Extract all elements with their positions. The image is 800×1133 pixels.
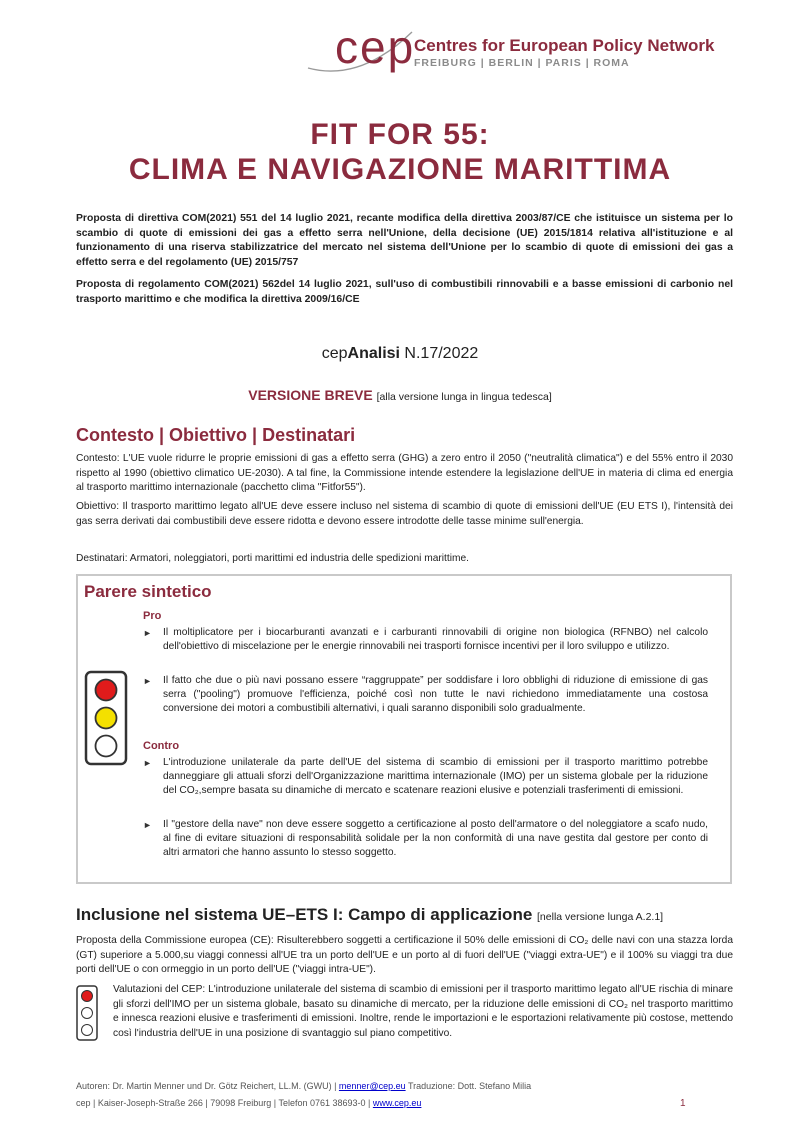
title-line-1: FIT FOR 55: bbox=[310, 118, 490, 151]
versione-label: VERSIONE BREVE bbox=[248, 387, 373, 403]
cep-logo: cep bbox=[335, 21, 416, 73]
org-name: Centres for European Policy Network bbox=[414, 36, 715, 55]
author-email-link[interactable]: menner@cep.eu bbox=[338, 1081, 406, 1091]
pro-label: Pro bbox=[143, 610, 162, 622]
contro-item: ► L'introduzione unilaterale da parte dell'UE del sistema di scambio di emissioni per il trasporto marittimo potrebbe danneggiare gli attuali sforzi dell'Organizzazione marittima internazionale (IMO) per un sistema globale per la riduzione del CO₂,sempre basata su dinamiche di mercato e scatenare reazioni elusive e potenziali trasferimenti di emissioni. bbox=[143, 757, 708, 797]
versione-breve bbox=[0, 387, 800, 403]
contesto-heading: Contesto | Obiettivo | Destinatari bbox=[76, 425, 356, 445]
pro-item: ► Il moltiplicatore per i biocarburanti avanzati e i carburanti rinnovabili di origine non biologica (RFNBO) nel calcolo dell'obiettivo di miscelazione per le energie rinnovabili nei trasporti fornisce incentivi per il loro sviluppo e utilizzo. bbox=[143, 627, 708, 653]
inclusione-heading: Inclusione nel sistema UE–ETS I: Campo di applicazione [nella versione lunga A.2.1] bbox=[76, 905, 664, 924]
page-number: 1 bbox=[680, 1098, 686, 1109]
valutazioni-text: Valutazioni del CEP: L'introduzione unilaterale del sistema di scambio di emissioni per il trasporto marittimo legato all'UE rischia di minare gli sforzi dell'IMO per un sistema globale, basato su dinamiche di mercato, per la riduzione delle emissioni di CO₂ nel trasporto marittimo e innesca reazioni elusive e trasferimenti di emissioni. Inoltre, rende le importazioni e le esportazioni relativamente più costose, mettendo così l'industria dell'UE in una posizione di svantaggio sul piano competitivo. bbox=[113, 984, 733, 1039]
contro-item: ► Il "gestore della nave" non deve essere soggetto a certificazione al posto dell'armatore o del noleggiatore a scafo nudo, al fine di evitare situazioni di responsabilità solidale per la non conformità di una nave gestita dal gestore per conto di altri armatori che hanno assunto lo stesso soggetto. bbox=[143, 819, 708, 859]
traffic-light-small-icon bbox=[76, 985, 98, 1041]
title-line-2: CLIMA E NAVIGAZIONE MARITTIMA bbox=[128, 153, 672, 186]
obiettivo-text: Obiettivo: Il trasporto marittimo legato all'UE deve essere incluso nel sistema di scambio di quote di emissioni dell'UE (EU ETS I), l'intensità dei gas serra derivati dai combustibili deve essere ridotta e devono essere introdotte delle tasse minime sull'energia. bbox=[76, 501, 733, 527]
parere-heading: Parere sintetico bbox=[84, 582, 212, 601]
bullet-arrow-icon: ► bbox=[143, 820, 152, 830]
traffic-light-icon bbox=[84, 670, 128, 766]
analisi-number: cepAnalisi N.17/2022 bbox=[321, 345, 479, 362]
footer-address: cep | Kaiser-Joseph-Straße 266 | 79098 Freiburg | Telefon 0761 38693-0 | www.cep.eu bbox=[76, 1098, 422, 1108]
website-link[interactable]: www.cep.eu bbox=[372, 1098, 422, 1108]
bullet-arrow-icon: ► bbox=[143, 758, 152, 768]
contro-label: Contro bbox=[143, 740, 180, 752]
footer-authors: Autoren: Dr. Martin Menner und Dr. Götz Reichert, LL.M. (GWU) | menner@cep.eu Traduzione: Dott. Stefano Milia bbox=[76, 1081, 532, 1091]
inclusione-link[interactable]: [nella versione lunga A.2.1] bbox=[537, 911, 664, 923]
intro-regulation: Proposta di regolamento COM(2021) 562del 14 luglio 2021, sull'uso di combustibili rinnovabili e a basse emissioni di carbonio nel trasporto marittimo e che modifica la direttiva 2009/16/CE bbox=[76, 279, 733, 305]
versione-link[interactable]: [alla versione lunga in lingua tedesca] bbox=[376, 391, 552, 403]
pro-item: ► Il fatto che due o più navi possano essere “raggruppate” per soddisfare i loro obblighi di riduzione di emissione di gas serra ("pooling") promuove l'efficienza, poiché così non tutte le navi richiedono immediatamente una costosa conversione dei motori a combustibili alternativi, i quali saranno disponibili solo gradualmente. bbox=[143, 675, 708, 715]
contesto-text: Contesto: L'UE vuole ridurre le proprie emissioni di gas a effetto serra (GHG) a zero entro il 2050 ("neutralità climatica") e del 55% entro il 2030 rispetto al 1990 (obiettivo climatico UE-2030). A tal fine, la Commissione intende estendere la legislazione dell'UE in materia di clima ed energia al trasporto marittimo internazionale (pacchetto clima "Fitfor55"). bbox=[76, 453, 733, 493]
org-cities: FREIBURG | BERLIN | PARIS | ROMA bbox=[414, 57, 630, 69]
destinatari-text: Destinatari: Armatori, noleggiatori, porti marittimi ed industria delle spedizioni marittime. bbox=[76, 553, 469, 564]
bullet-arrow-icon: ► bbox=[143, 628, 152, 638]
bullet-arrow-icon: ► bbox=[143, 676, 152, 686]
intro-directive: Proposta di direttiva COM(2021) 551 del 14 luglio 2021, recante modifica della direttiva 2003/87/CE che istituisce un sistema per lo scambio di quote di emissioni dei gas a effetto serra nell'Unione, della decisione (UE) 2015/1814 relativa all'istituzione e al funzionamento di una riserva stabilizzatrice del mercato nel sistema dell'Unione per lo scambio di quote di emissioni dei gas a effetto serra e del regolamento (UE) 2015/757 bbox=[76, 213, 733, 268]
proposta-text: Proposta della Commissione europea (CE): Risulterebbero soggetti a certificazione il 50% delle emissioni di CO₂ delle navi con una stazza lorda (GT) superiore a 5.000,su viaggi connessi all'UE tra un porto dell'UE e un porto al di fuori dell'UE ("viaggi extra-UE") e il 100% su viaggi tra due porti dell'UE o con ormeggio in un porto dell'UE ("viaggi intra-UE"). bbox=[76, 935, 733, 975]
